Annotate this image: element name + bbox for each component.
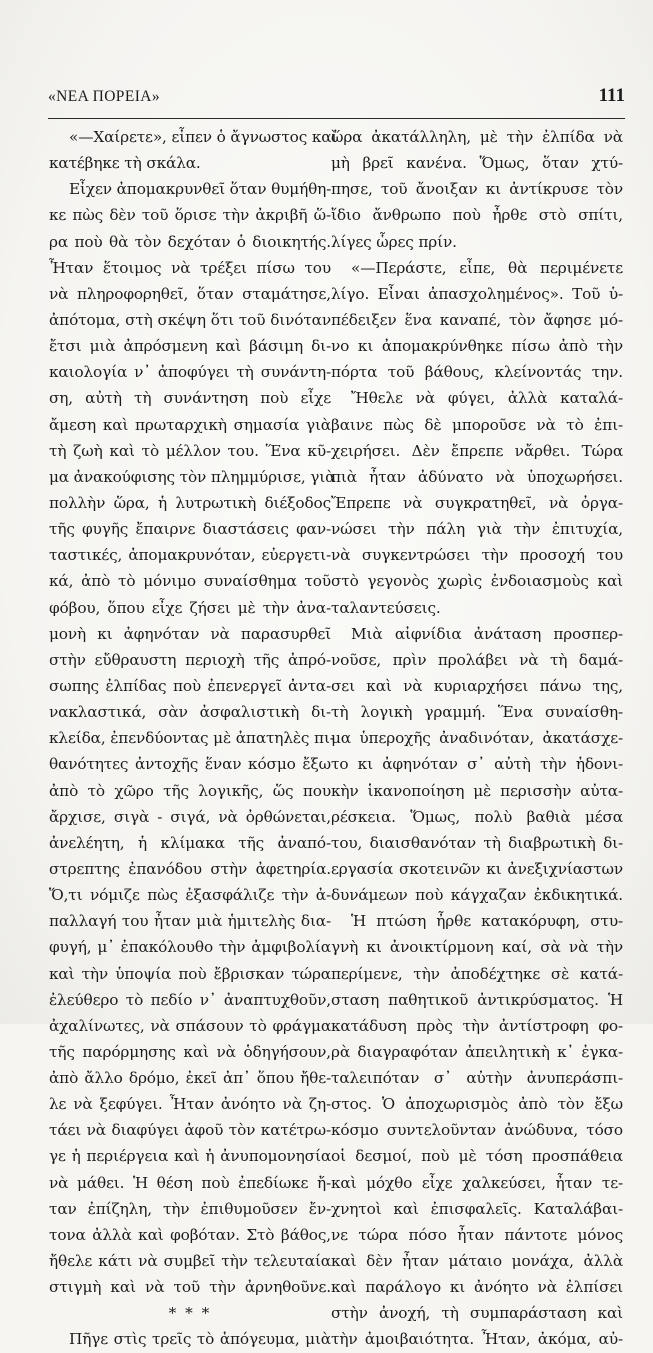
text-line: μὴ βρεῖ κανένα. Ὅμως, ὅταν χτύ- [331,154,623,173]
text-line: χειρήσει. Δὲν ἔπρεπε νἄρθει. Τώρα [331,441,623,460]
text-line: Ὅ,τι νόμιζε πὼς ἐξασφάλιζε τὴν ἀ- [49,886,331,905]
text-line: ἀπὸ ἄλλο δρόμο, ἐκεῖ ἀπ᾽ ὅπου ἤθε- [49,1069,331,1088]
text-line: φυγή, μ᾽ ἐπακόλουθο τὴν ἀμφιβολία [49,938,331,957]
text-line: νὰ μάθει. Ἡ θέση ποὺ ἐπεδίωκε ἤ- [49,1173,331,1192]
running-head [48,86,625,110]
text-line: ἔτσι μιὰ ἀπρόσμενη καὶ βάσιμη δι- [49,337,331,356]
text-line: νακλαστικά, σὰν ἀσφαλιστικὴ δι- [49,703,331,722]
text-line: στιγμὴ καὶ νὰ τοῦ τὴν ἀρνηθοῦνε. [49,1278,331,1297]
text-line: πόρτα τοῦ βάθους, κλείνοντάς την. [331,363,623,382]
text-line: Μιὰ αἰφνίδια ἀνάταση προσπερ- [351,624,623,643]
text-line: τὴ λογικὴ γραμμή. Ἕνα συναίσθη- [331,703,623,722]
text-line: λίγο. Εἶναι ἀπασχολημένος». Τοῦ ὑ- [331,284,623,303]
text-line: δυνάμεων ποὺ κάγχαζαν ἐκδικητικά. [331,886,623,905]
text-line: κε πὼς δὲν τοῦ ὅρισε τὴν ἀκριβῆ ὥ- [49,206,331,225]
text-line: Ἡ πτώση ἦρθε κατακόρυφη, στυ- [351,912,623,931]
text-line: ἄμεση καὶ πρωταρχικὴ σημασία γιὰ [49,415,331,434]
text-line: πησε, τοῦ ἄνοιξαν κι ἀντίκρυσε τὸν [331,180,623,199]
text-line: καὶ μόχθο εἶχε χαλκεύσει, ἦταν τε- [331,1173,623,1192]
text-line: Ἤθελε νὰ φύγει, ἀλλὰ καταλά- [351,389,623,408]
text-line: παλλαγή του ἦταν μιὰ ἡμιτελὴς δια- [49,912,331,931]
text-line: ρέσκεια. Ὅμως, πολὺ βαθιὰ μέσα [331,807,623,826]
text-line: καὶ παράλογο κι ἀνόητο νὰ ἐλπίσει [331,1278,623,1297]
text-line: Ἔπρεπε νὰ συγκρατηθεῖ, νὰ ὀργα- [331,493,623,512]
section-opening-line: Πῆγε στὶς τρεῖς τὸ ἀπόγευμα, μιὰ [69,1330,331,1349]
text-line: σει καὶ νὰ κυριαρχήσει πάνω της, [331,676,623,695]
text-line: χνητοὶ καὶ ἐπισφαλεῖς. Καταλάβαι- [331,1199,623,1218]
text-line: νε τώρα πόσο ἦταν πάντοτε μόνος [331,1225,623,1244]
text-line: του, διαισθανόταν τὴ διαβρωτικὴ δι- [331,833,623,852]
text-line: γε ἡ περιέργεια καὶ ἡ ἀνυπομονησία [49,1147,331,1166]
text-line: φόβου, ὅπου εἶχε ζήσει μὲ τὴν ἀνα- [49,598,331,617]
text-line: ἤθελε κάτι νὰ συμβεῖ τὴν τελευταία [49,1252,331,1271]
text-line: κά, ἀπὸ τὸ μόνιμο συναίσθημα τοῦ [49,572,331,591]
text-line: ταλαντεύσεις. [331,598,441,617]
text-line: «—Περάστε, εἶπε, θὰ περιμένετε [351,258,623,277]
text-line: το κι ἀφηνόταν σ᾽ αὐτὴ τὴν ἡδονι- [331,755,623,774]
text-line: λίγες ὧρες πρίν. [331,232,457,251]
text-line: καὶ τὴν ὑποψία ποὺ ἔβρισκαν τώρα [49,964,331,983]
right-column [331,124,623,1353]
text-line: τῆς φυγῆς ἔπαιρνε διαστάσεις φαν- [49,520,331,539]
text-line: λε νὰ ξεφύγει. Ἦταν ἀνόητο νὰ ζη- [49,1095,331,1114]
text-line: κλείδα, ἐπενδύοντας μὲ ἀπατηλὲς πι- [49,729,335,748]
text-line: σταση παθητικοῦ ἀντικρύσματος. Ἡ [331,990,623,1009]
left-column [49,124,338,1353]
text-line: ἀπότομα, στὴ σκέψη ὅτι τοῦ δινόταν [49,310,331,329]
text-line: Εἶχεν ἀπομακρυνθεῖ ὅταν θυμήθη- [69,180,332,199]
text-line: ἀνελέητη, ἡ κλίμακα τῆς ἀναπό- [49,833,331,852]
text-line: «—Χαίρετε», εἶπεν ὁ ἄγνωστος καὶ [69,128,338,146]
text-line: ταν ἐπίζηλη, τὴν ἐπιθυμοῦσεν ἔν- [49,1199,331,1218]
text-line: κατέβηκε τὴ σκάλα. [49,154,201,173]
text-line: περίμενε, τὴν ἀποδέχτηκε σὲ κατά- [331,964,623,983]
text-line: ταλειπόταν σ᾽ αὐτὴν ἀνυπεράσπι- [331,1069,623,1088]
text-line: ἐλεύθερο τὸ πεδίο ν᾽ ἀναπτυχθοῦν, [49,990,331,1009]
text-line: μα ἀνακούφισης τὸν πλημμύρισε, γιὰ [49,467,336,486]
text-line: νὰ συγκεντρώσει τὴν προσοχή του [331,546,623,565]
text-line: στος. Ὁ ἀποχωρισμὸς ἀπὸ τὸν ἔξω [331,1095,623,1114]
text-line: νο κι ἀπομακρύνθηκε πίσω ἀπὸ τὴν [331,337,623,356]
page-number: 111 [598,85,625,106]
text-line: καιολογία ν᾽ ἀποφύγει τὴ συνάντη- [49,363,331,382]
text-line: στρεπτης ἐπανόδου στὴν ἀφετηρία. [49,859,331,878]
text-line: τονα ἀλλὰ καὶ φοβόταν. Στὸ βάθος, [49,1225,331,1244]
text-line: τάει νὰ διαφύγει ἀφοῦ τὸν κατέτρω- [49,1121,331,1140]
text-line: σωπης ἐλπίδας ποὺ ἐπενεργεῖ ἀντα- [49,676,331,695]
text-line: κατάδυση πρὸς τὴν ἀντίστροφη φο- [331,1016,623,1035]
text-line: νώσει τὴν πάλη γιὰ τὴν ἐπιτυχία, [331,520,623,539]
text-line: κόσμο συντελοῦνταν ἀνώδυνα, τόσο [331,1121,623,1140]
text-line: Ἦταν ἕτοιμος νὰ τρέξει πίσω του [49,258,331,277]
text-line: ὥρα ἀκατάλληλη, μὲ τὴν ἐλπίδα νὰ [331,128,623,146]
text-line: ἄρχισε, σιγὰ - σιγά, νὰ ὀρθώνεται, [49,807,331,826]
text-line: ρὰ διαγραφόταν ἀπειλητικὴ κ᾽ ἐγκα- [331,1042,623,1061]
text-line: ἀπὸ τὸ χῶρο τῆς λογικῆς, ὥς που [49,781,331,800]
text-line: στὴν εὔθραυστη περιοχὴ τῆς ἀπρό- [49,650,331,669]
text-line: τῆς παρόρμησης καὶ νὰ ὁδηγήσουν, [49,1042,331,1061]
text-line: ση, αὐτὴ τὴ συνάντηση ποὺ εἶχε [49,389,331,408]
text-line: νοῦσε, πρὶν προλάβει νὰ τὴ δαμά- [331,650,623,669]
section-separator: * * * [168,1304,212,1323]
text-line: γνὴ κι ἀνοικτίρμονη καί, σὰ νὰ τὴν [331,938,623,957]
text-line: οἱ δεσμοί, ποὺ μὲ τόση προσπάθεια [331,1147,623,1166]
text-line: στὴν ἀνοχή, τὴ συμπαράσταση καὶ [331,1304,623,1323]
text-line: ταστικές, ἀπομακρυνόταν, εὐεργετι- [49,546,331,565]
text-line: κὴν ἱκανοποίηση μὲ περισσὴν αὐτα- [331,781,623,800]
text-line: μα ὑπεροχῆς ἀναδινόταν, ἀκατάσχε- [331,729,623,748]
text-line: θανότητες ἀντοχῆς ἕναν κόσμο ἔξω [49,755,331,774]
text-line: καὶ δὲν ἦταν μάταιο μονάχα, ἀλλὰ [331,1252,623,1271]
text-line: πολλὴν ὥρα, ἡ λυτρωτικὴ διέξοδος [49,493,331,512]
text-line: βαινε πὼς δὲ μποροῦσε νὰ τὸ ἐπι- [331,415,623,434]
text-line: εργασία σκοτεινῶν κι ἀνεξιχνίαστων [331,859,623,878]
text-line: στὸ γεγονὸς χωρὶς ἐνδοιασμοὺς καὶ [331,572,623,591]
text-line: πέδειξεν ἕνα καναπέ, τὸν ἄφησε μό- [331,310,623,329]
text-line: ρα ποὺ θὰ τὸν δεχόταν ὁ διοικητής. [49,232,331,251]
text-line: τὴ ζωὴ καὶ τὸ μέλλον του. Ἕνα κῦ- [49,441,331,460]
text-line: μονὴ κι ἀφηνόταν νὰ παρασυρθεῖ [49,624,331,643]
header-rule [48,118,625,119]
text-line: ἀχαλίνωτες, νὰ σπάσουν τὸ φράγμα [49,1016,331,1035]
text-line: πιὰ ἦταν ἀδύνατο νὰ ὑποχωρήσει. [331,467,623,486]
journal-title: «ΝΕΑ ΠΟΡΕΙΑ» [48,88,161,105]
text-line: τὴν ἀμοιβαιότητα. Ἦταν, ἀκόμα, αὐ- [331,1330,623,1349]
text-line: ἴδιο ἄνθρωπο ποὺ ἦρθε στὸ σπίτι, [331,206,623,225]
text-line: νὰ πληροφορηθεῖ, ὅταν σταμάτησε, [49,284,331,303]
